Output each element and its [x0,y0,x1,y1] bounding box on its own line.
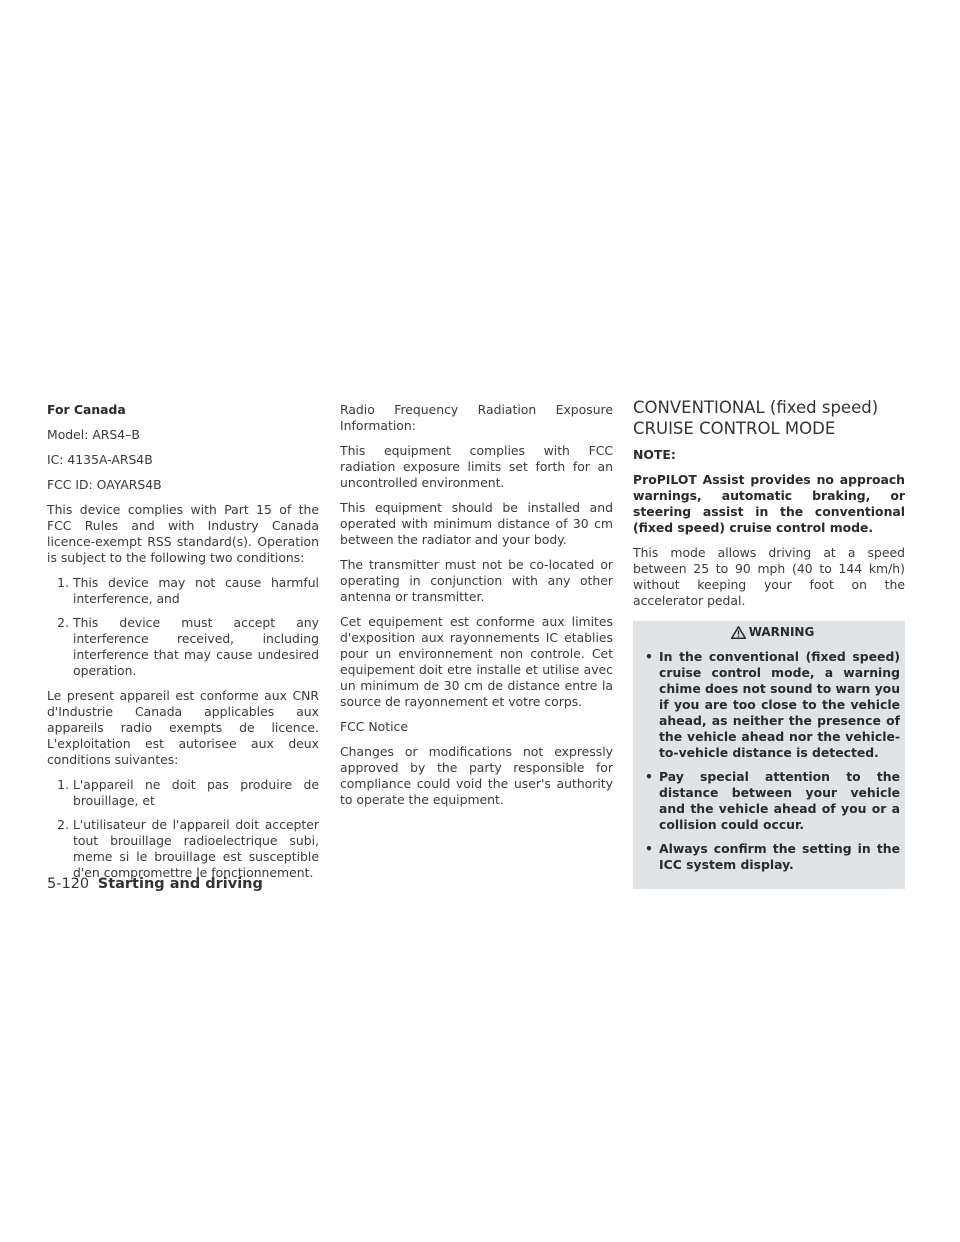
french-conditions-list [47,777,319,881]
column-left [47,402,319,890]
page-footer [47,876,263,892]
rf-french-paragraph: Cet equipement est conforme aux limites d'exposition aux rayonnements IC etablies pour un environnement non controle. Cet equipement doit etre installe et utilise avec un minimum de 30 cm de distance entre la source de rayonnement et votre corps. [340,614,613,709]
rf-distance-paragraph: This equipment should be installed and operated with minimum distance of 30 cm between the radiator and your body. [340,500,613,547]
list-text: L'appareil ne doit pas produire de brouillage, et [73,777,319,808]
warning-list [645,649,900,873]
fcc-id: FCC ID: OAYARS4B [47,477,162,492]
list-text: L'utilisateur de l'appareil doit accepter tout brouillage radioelectrique subi, meme si le brouillage est susceptible d'en compromettre le fonctionnement. [73,817,319,880]
list-number: 2. [57,817,69,832]
list-number: 1. [57,575,69,590]
list-text: This device may not cause harmful interference, and [73,575,319,606]
model-number: Model: ARS4–B [47,427,140,442]
mode-description: This mode allows driving at a speed between 25 to 90 mph (40 to 144 km/h) without keeping your foot on the accelerator pedal. [633,545,905,608]
fcc-changes-paragraph: Changes or modifications not expressly approved by the party responsible for compliance could void the user's authority to operate the equipment. [340,744,613,807]
list-item [645,649,900,761]
note-label: NOTE: [633,447,676,462]
list-item [645,769,900,833]
column-middle [340,402,613,817]
warning-header [645,621,900,643]
ic-number: IC: 4135A-ARS4B [47,452,153,467]
list-item [47,615,319,679]
warning-box [633,621,905,889]
page-number: 5-120 [47,876,90,892]
footer-section-title: Starting and driving [97,876,263,892]
bullet: • [645,769,653,784]
compliance-statement: This device complies with Part 15 of the FCC Rules and with Industry Canada licence-exempt RSS standard(s). Operation is subject to the following two conditions: [47,502,319,565]
rf-exposure-paragraph: This equipment complies with FCC radiation exposure limits set forth for an uncontrolled environment. [340,443,613,490]
section-title-line-2: CRUISE CONTROL MODE [633,419,836,438]
column-right [633,398,905,889]
bullet: • [645,649,653,664]
list-text: This device must accept any interference received, including interference that may cause undesired operation. [73,615,319,678]
list-item [47,575,319,607]
section-title-line-1: CONVENTIONAL (fixed speed) [633,398,879,417]
list-number: 2. [57,615,69,630]
rf-colocation-paragraph: The transmitter must not be co-located or operating in conjunction with any other antenna or transmitter. [340,557,613,604]
rf-exposure-heading: Radio Frequency Radiation Exposure Information: [340,402,613,433]
list-item [47,777,319,809]
list-item [645,841,900,873]
conditions-list [47,575,319,679]
section-title [633,397,905,439]
note-text: ProPILOT Assist provides no approach warnings, automatic braking, or steering assist in the conventional (fixed speed) cruise control mode. [633,472,905,535]
warning-text: Pay special attention to the distance between your vehicle and the vehicle ahead of you or a collision could occur. [659,769,900,832]
list-number: 1. [57,777,69,792]
warning-text: Always confirm the setting in the ICC system display. [659,841,900,872]
warning-text: In the conventional (fixed speed) cruise control mode, a warning chime does not sound to warn you if you are too close to the vehicle ahead, as neither the presence of the vehicle ahead nor the vehicle-to-vehicle distance is detected. [659,649,901,760]
warning-triangle-icon [731,626,746,639]
list-item [47,817,319,881]
bullet: • [645,841,653,856]
french-compliance-statement: Le present appareil est conforme aux CNR d'Industrie Canada applicables aux appareils radio exempts de licence. L'exploitation est autorisee aux deux conditions suivantes: [47,688,319,767]
fcc-notice-heading: FCC Notice [340,719,408,734]
for-canada-heading: For Canada [47,402,126,417]
warning-label: WARNING [748,625,815,639]
